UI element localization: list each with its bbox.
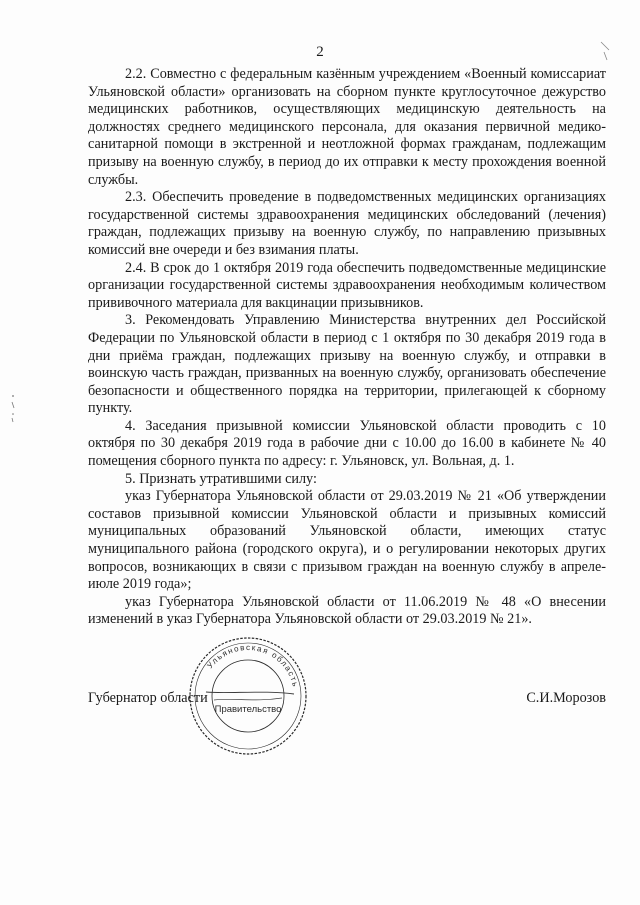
paragraph-5-item-1: указ Губернатора Ульяновской области от 29.03.2019 № 21 «Об утверждении составов призывной комиссии Ульяновской области и призывных комиссий муниципальных образований Ульяновской области, имеющих статус муниципального района (городского округа), и о регулировании некоторых других вопросов, возникающих в связи с призывом граждан на военную службу в апреле-июле 2019 года»; (88, 488, 606, 593)
margin-scribble (598, 40, 612, 62)
svg-text:Правительство: Правительство (214, 704, 282, 715)
paragraph-3: 3. Рекомендовать Управлению Министерства внутренних дел Российской Федерации по Ульяновской области в период с 1 октября по 30 декабря 2019 года в дни приёма граждан, подлежащих призыву на военную службу, и отправки в воинскую часть граждан, призванных на военную службу, организовать обеспечение безопасности и общественного порядка на территории, прилегающей к сборному пункту. (88, 312, 606, 417)
document-body (88, 66, 606, 629)
signatory-name: С.И.Морозов (526, 690, 606, 706)
paragraph-4: 4. Заседания призывной комиссии Ульяновской области проводить с 10 октября по 30 декабря 2019 года в рабочие дни с 10.00 до 16.00 в кабинете № 40 помещения сборного пункта по адресу: г. Ульяновск, ул. Вольная, д. 1. (88, 417, 606, 470)
paragraph-5: 5. Признать утратившими силу: (125, 470, 317, 487)
paragraph-5-item-2: указ Губернатора Ульяновской области от 11.06.2019 № 48 «О внесении изменений в указ Губернатора Ульяновской области от 29.03.2019 № 21». (88, 593, 606, 628)
official-seal (186, 634, 310, 758)
margin-dots (8, 392, 18, 424)
paragraph-2-2: 2.2. Совместно с федеральным казённым учреждением «Военный комиссариат Ульяновской области» организовать на сборном пункте круглосуточное дежурство медицинских работников, осуществляющих медицинскую деятельность на должностях среднего медицинского персонала, для оказания первичной медико-санитарной помощи в экстренной и неотложной формах гражданам, подлежащим призыву на военную службу, в период до их отправки к месту прохождения военной службы. (88, 66, 606, 188)
signatory-position: Губернатор области (88, 690, 208, 706)
page-number: 2 (316, 44, 324, 60)
paragraph-2-3: 2.3. Обеспечить проведение в подведомственных медицинских организациях государственной системы здравоохранения медицинских обследований (лечения) граждан, подлежащих призыву на военную службу, по направлению призывных комиссий вне очереди и без взимания платы. (88, 189, 606, 258)
paragraph-2-4: 2.4. В срок до 1 октября 2019 года обеспечить подведомственные медицинские организации государственной системы здравоохранения необходимым количеством прививочного материала для вакцинации призывников. (88, 259, 606, 311)
signature-block (88, 690, 606, 710)
svg-text:Ульяновская область: Ульяновская область (205, 642, 301, 689)
